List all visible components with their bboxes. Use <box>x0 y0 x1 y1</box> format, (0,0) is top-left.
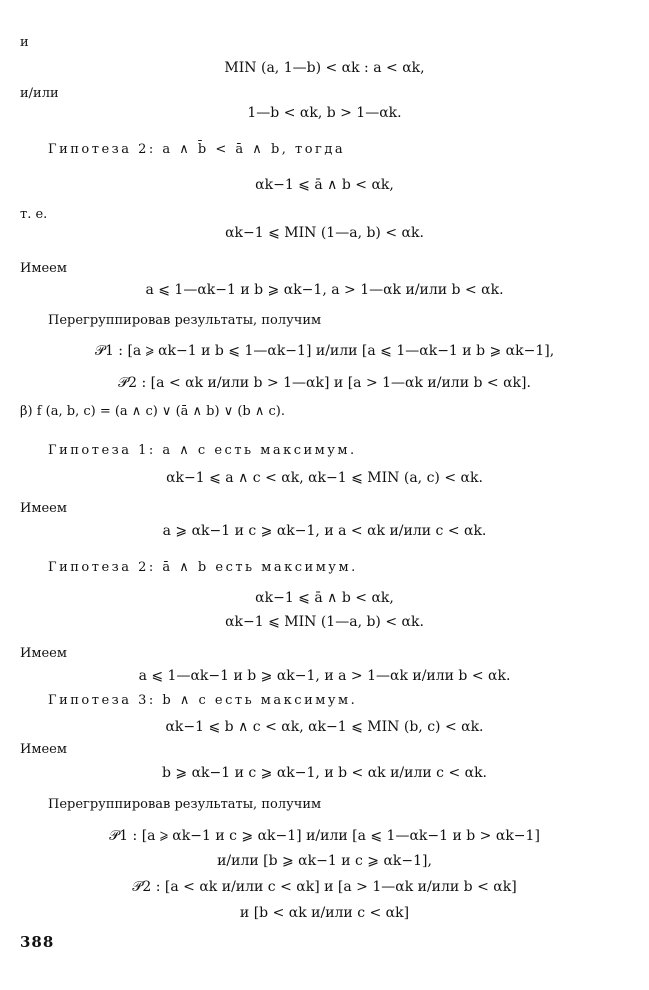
text-line: Перегруппировав результаты, получим <box>48 313 322 328</box>
text-line: Гипотеза 2: a ∧ b̄ < ā ∧ b, тогда <box>48 142 346 157</box>
formula-line: 1—b < αk, b > 1—αk. <box>247 105 402 121</box>
page-number: 388 <box>20 933 55 951</box>
formula-line: αk−1 ⩽ ā ∧ b < αk, <box>255 177 394 193</box>
formula-line: αk−1 ⩽ MIN (1—a, b) < αk. <box>225 225 424 241</box>
text-line: и <box>20 35 29 50</box>
text-line: Имеем <box>20 261 67 276</box>
text-line: Имеем <box>20 501 67 516</box>
text-line: Гипотеза 1: a ∧ c есть максимум. <box>48 443 357 458</box>
formula-line: αk−1 ⩽ ā ∧ b < αk, <box>255 590 394 606</box>
formula-line: b ⩾ αk−1 и c ⩾ αk−1, и b < αk и/или c < αk. <box>161 765 488 781</box>
text-line: β) f (a, b, c) = (a ∧ c) ∨ (ā ∧ b) ∨ (b ∧ c). <box>20 404 286 419</box>
formula-line: a ⩾ αk−1 и c ⩾ αk−1, и a < αk и/или c < αk. <box>162 523 487 539</box>
text-line: т. е. <box>20 207 48 222</box>
text-line: и/или <box>20 86 59 101</box>
formula-line: MIN (a, 1—b) < αk : a < αk, <box>224 60 425 76</box>
text-line: Имеем <box>20 742 67 757</box>
text-line: Гипотеза 3: b ∧ c есть максимум. <box>48 693 358 708</box>
formula-line: 𝒫2 : [a < αk и/или b > 1—αk] и [a > 1—αk и/или b < αk]. <box>118 375 531 391</box>
formula-line: 𝒫1 : [a ⩾ αk−1 и c ⩾ αk−1] и/или [a ⩽ 1—αk−1 и b > αk−1] <box>109 828 540 844</box>
formula-line: αk−1 ⩽ MIN (1—a, b) < αk. <box>225 614 424 630</box>
formula-line: a ⩽ 1—αk−1 и b ⩾ αk−1, a > 1—αk и/или b < αk. <box>145 282 504 298</box>
formula-line: a ⩽ 1—αk−1 и b ⩾ αk−1, и a > 1—αk и/или b < αk. <box>138 668 511 684</box>
formula-line: и [b < αk и/или c < αk] <box>239 905 410 921</box>
formula-line: и/или [b ⩾ αk−1 и c ⩾ αk−1], <box>217 853 432 869</box>
text-line: Перегруппировав результаты, получим <box>48 797 322 812</box>
text-line: Гипотеза 2: ā ∧ b есть максимум. <box>48 560 358 575</box>
text-line: Имеем <box>20 646 67 661</box>
formula-line: αk−1 ⩽ b ∧ c < αk, αk−1 ⩽ MIN (b, c) < αk. <box>165 719 484 735</box>
formula-line: 𝒫2 : [a < αk и/или c < αk] и [a > 1—αk и/или b < αk] <box>132 879 517 895</box>
formula-line: αk−1 ⩽ a ∧ c < αk, αk−1 ⩽ MIN (a, c) < αk. <box>166 470 483 486</box>
formula-line: 𝒫1 : [a ⩾ αk−1 и b ⩽ 1—αk−1] и/или [a ⩽ 1—αk−1 и b ⩾ αk−1], <box>94 343 555 359</box>
